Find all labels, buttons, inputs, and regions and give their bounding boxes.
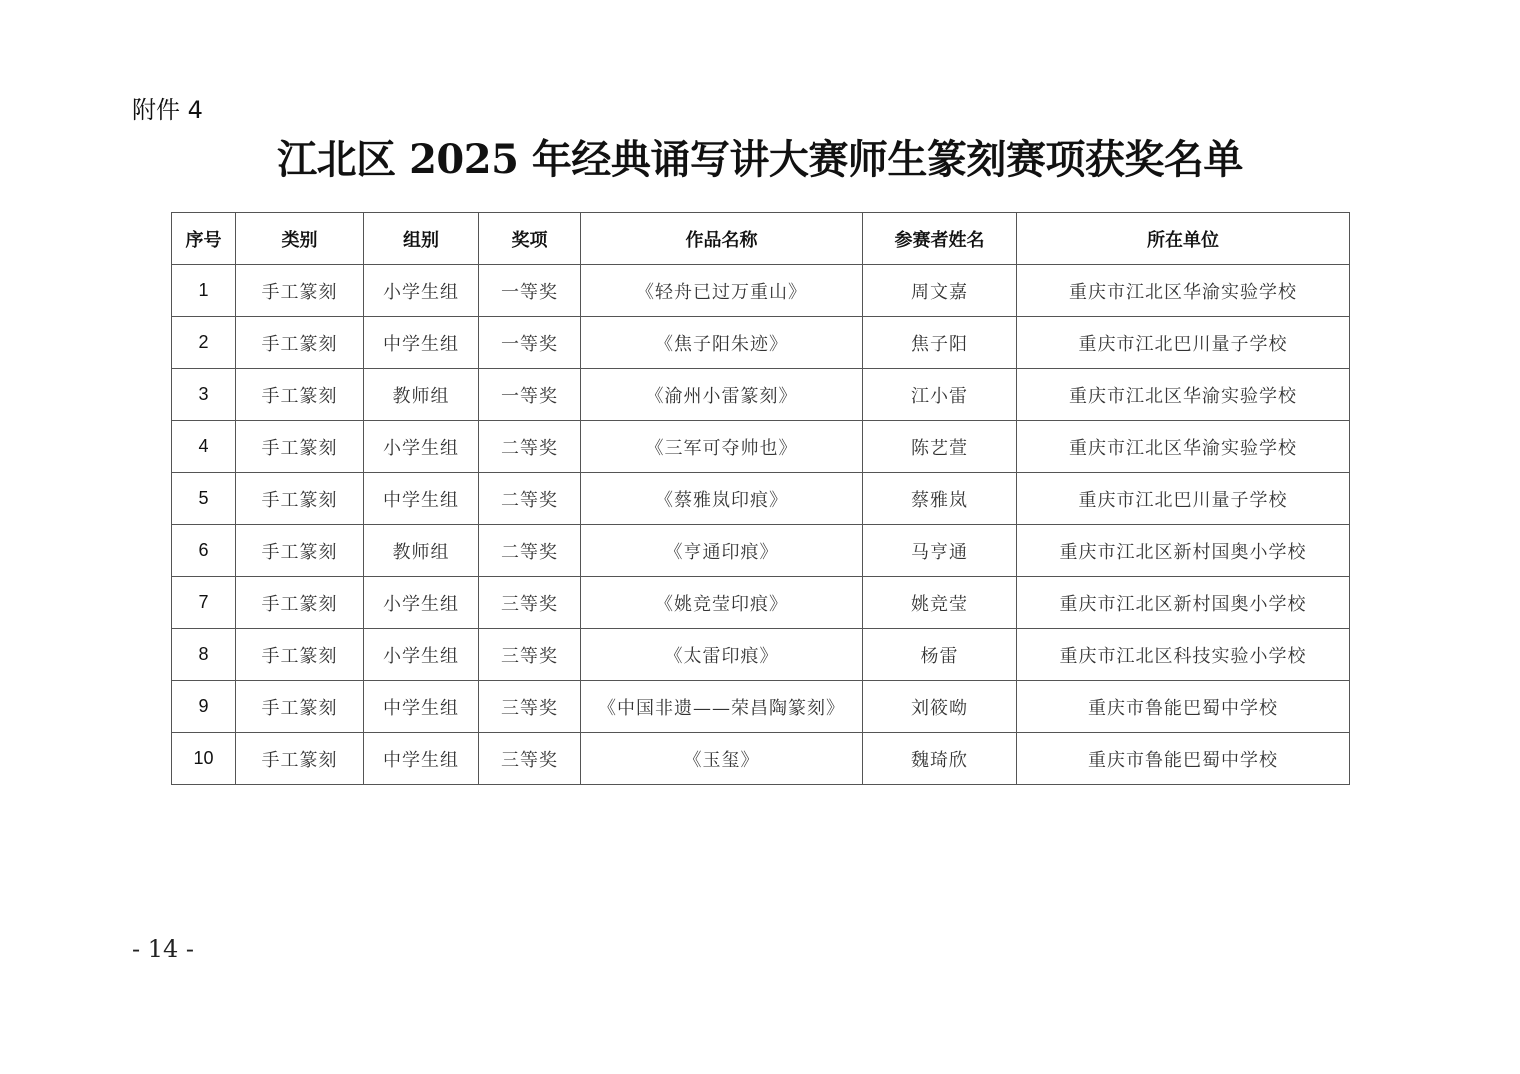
cell-award: 三等奖 <box>479 681 581 733</box>
cell-participant-name: 陈艺萱 <box>863 421 1017 473</box>
table-row <box>172 369 1350 421</box>
cell-participant-name: 马亨通 <box>863 525 1017 577</box>
cell-group: 教师组 <box>364 525 479 577</box>
cell-category: 手工篆刻 <box>236 525 364 577</box>
cell-award: 二等奖 <box>479 421 581 473</box>
cell-work-title: 《蔡雅岚印痕》 <box>581 473 863 525</box>
cell-serial-number: 6 <box>172 525 236 577</box>
cell-organization: 重庆市江北区新村国奥小学校 <box>1017 525 1350 577</box>
cell-participant-name: 姚竞莹 <box>863 577 1017 629</box>
cell-participant-name: 魏琦欣 <box>863 733 1017 785</box>
cell-organization: 重庆市鲁能巴蜀中学校 <box>1017 733 1350 785</box>
cell-category: 手工篆刻 <box>236 265 364 317</box>
cell-award: 二等奖 <box>479 525 581 577</box>
cell-award: 二等奖 <box>479 473 581 525</box>
cell-award: 一等奖 <box>479 369 581 421</box>
cell-serial-number: 10 <box>172 733 236 785</box>
cell-organization: 重庆市江北区华渝实验学校 <box>1017 265 1350 317</box>
cell-award: 三等奖 <box>479 577 581 629</box>
page-number: - 14 - <box>132 935 195 963</box>
table-row <box>172 473 1350 525</box>
table-row <box>172 681 1350 733</box>
cell-serial-number: 4 <box>172 421 236 473</box>
table-row <box>172 629 1350 681</box>
cell-serial-number: 5 <box>172 473 236 525</box>
cell-serial-number: 9 <box>172 681 236 733</box>
cell-organization: 重庆市江北区新村国奥小学校 <box>1017 577 1350 629</box>
table-row <box>172 577 1350 629</box>
cell-serial-number: 2 <box>172 317 236 369</box>
cell-work-title: 《三军可夺帅也》 <box>581 421 863 473</box>
cell-participant-name: 刘筱呦 <box>863 681 1017 733</box>
cell-participant-name: 蔡雅岚 <box>863 473 1017 525</box>
cell-serial-number: 7 <box>172 577 236 629</box>
cell-category: 手工篆刻 <box>236 681 364 733</box>
header-participant-name: 参赛者姓名 <box>863 213 1017 265</box>
cell-award: 三等奖 <box>479 733 581 785</box>
table-header-row <box>172 213 1350 265</box>
cell-participant-name: 江小雷 <box>863 369 1017 421</box>
table-row <box>172 525 1350 577</box>
cell-group: 小学生组 <box>364 265 479 317</box>
cell-group: 中学生组 <box>364 473 479 525</box>
table-row <box>172 265 1350 317</box>
cell-category: 手工篆刻 <box>236 317 364 369</box>
cell-serial-number: 3 <box>172 369 236 421</box>
cell-participant-name: 周文嘉 <box>863 265 1017 317</box>
attachment-label: 附件 4 <box>132 96 203 124</box>
cell-organization: 重庆市江北区华渝实验学校 <box>1017 421 1350 473</box>
table-row <box>172 317 1350 369</box>
cell-organization: 重庆市江北巴川量子学校 <box>1017 317 1350 369</box>
cell-category: 手工篆刻 <box>236 473 364 525</box>
cell-participant-name: 杨雷 <box>863 629 1017 681</box>
cell-group: 小学生组 <box>364 577 479 629</box>
cell-category: 手工篆刻 <box>236 629 364 681</box>
cell-group: 教师组 <box>364 369 479 421</box>
cell-organization: 重庆市江北巴川量子学校 <box>1017 473 1350 525</box>
cell-award: 三等奖 <box>479 629 581 681</box>
cell-category: 手工篆刻 <box>236 421 364 473</box>
cell-serial-number: 8 <box>172 629 236 681</box>
cell-work-title: 《轻舟已过万重山》 <box>581 265 863 317</box>
table-row <box>172 733 1350 785</box>
cell-category: 手工篆刻 <box>236 733 364 785</box>
cell-category: 手工篆刻 <box>236 369 364 421</box>
cell-group: 小学生组 <box>364 421 479 473</box>
cell-work-title: 《焦子阳朱迹》 <box>581 317 863 369</box>
cell-work-title: 《姚竞莹印痕》 <box>581 577 863 629</box>
header-serial-number: 序号 <box>172 213 236 265</box>
cell-organization: 重庆市江北区科技实验小学校 <box>1017 629 1350 681</box>
cell-group: 小学生组 <box>364 629 479 681</box>
header-group: 组别 <box>364 213 479 265</box>
cell-work-title: 《太雷印痕》 <box>581 629 863 681</box>
cell-organization: 重庆市江北区华渝实验学校 <box>1017 369 1350 421</box>
cell-award: 一等奖 <box>479 265 581 317</box>
header-work-title: 作品名称 <box>581 213 863 265</box>
header-organization: 所在单位 <box>1017 213 1350 265</box>
award-list-table <box>171 212 1350 785</box>
document-title: 江北区 2025 年经典诵写讲大赛师生篆刻赛项获奖名单 <box>277 136 1243 183</box>
cell-participant-name: 焦子阳 <box>863 317 1017 369</box>
cell-category: 手工篆刻 <box>236 577 364 629</box>
cell-work-title: 《中国非遗——荣昌陶篆刻》 <box>581 681 863 733</box>
cell-organization: 重庆市鲁能巴蜀中学校 <box>1017 681 1350 733</box>
header-award: 奖项 <box>479 213 581 265</box>
header-category: 类别 <box>236 213 364 265</box>
cell-group: 中学生组 <box>364 733 479 785</box>
cell-work-title: 《亨通印痕》 <box>581 525 863 577</box>
table-row <box>172 421 1350 473</box>
cell-group: 中学生组 <box>364 317 479 369</box>
cell-work-title: 《渝州小雷篆刻》 <box>581 369 863 421</box>
cell-work-title: 《玉玺》 <box>581 733 863 785</box>
cell-group: 中学生组 <box>364 681 479 733</box>
cell-award: 一等奖 <box>479 317 581 369</box>
cell-serial-number: 1 <box>172 265 236 317</box>
